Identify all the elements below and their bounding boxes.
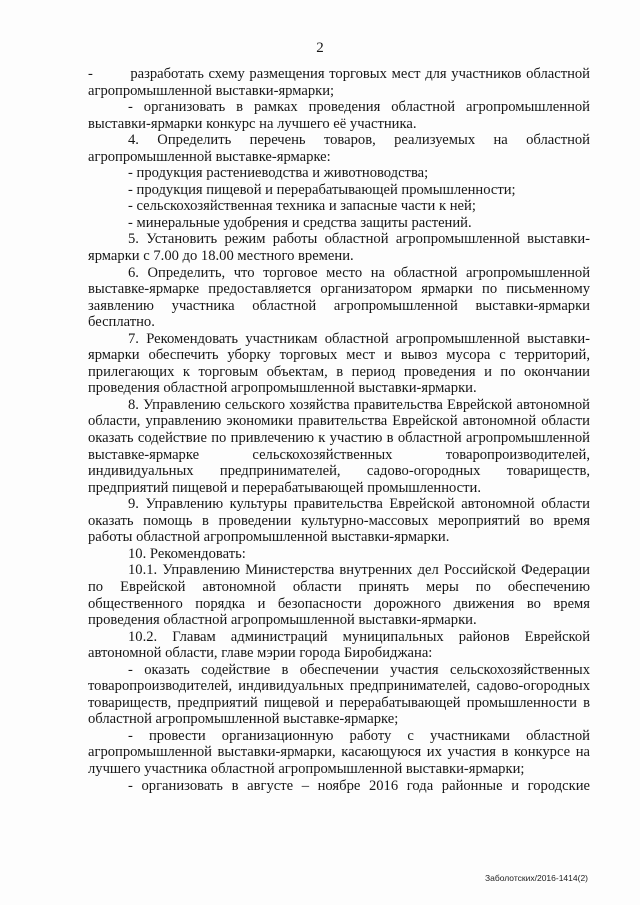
list-item-assist-participation: - оказать содействие в обеспечении участия сельскохозяйственных товаропроизводителей, индивидуальных предпринимателей, садово-огородных товариществ, предприятий пищевой и перерабатывающей промышленности в областной агропромышленной выставке-ярмарке; xyxy=(88,661,590,728)
list-item-fertilizers: - минеральные удобрения и средства защиты растений. xyxy=(128,214,472,231)
document-footer-id: Заболотских/2016-1414(2) xyxy=(484,873,588,883)
list-item-machinery: - сельскохозяйственная техника и запасные части к ней; xyxy=(128,198,476,215)
paragraph-scheme: - разработать схему размещения торговых мест для участников областной агропромышленной выставки-ярмарки; xyxy=(88,66,590,99)
paragraph-item-9: 9. Управлению культуры правительства Еврейской автономной области оказать помощь в проведении культурно-массовых мероприятий во время работы областной агропромышленной выставки-ярмарки. xyxy=(88,496,590,546)
paragraph-item-8: 8. Управлению сельского хозяйства правительства Еврейской автономной области, управлению экономики правительства Еврейской автономной области оказать содействие по привлечению к участию в областной агропромышленной выставке-ярмарке сельскохозяйственных товаропроизводителей, индивидуальных предпринимателей, садово-огородных товариществ, предприятий пищевой и перерабатывающей промышленности. xyxy=(88,396,590,496)
paragraph-item-5: 5. Установить режим работы областной агропромышленной выставки-ярмарки с 7.00 до 18.00 местного времени. xyxy=(88,231,590,265)
list-item-organizational-work: - провести организационную работу с участниками областной агропромышленной выставки-ярмарки, касающуюся их участия в конкурсе на лучшего участника областной агропромышленной выставки-ярмарки; xyxy=(88,727,590,777)
paragraph-item-7: 7. Рекомендовать участникам областной агропромышленной выставки-ярмарки обеспечить уборку торговых мест и вывоз мусора с территорий, прилегающих к торговым объектам, в период проведения и по окончании проведения областной агропромышленной выставки-ярмарки. xyxy=(88,330,590,397)
document-body xyxy=(88,66,590,794)
list-item-crop-livestock: - продукция растениеводства и животноводства; xyxy=(128,165,429,182)
page-number: 2 xyxy=(316,40,324,56)
list-item-food-industry: - продукция пищевой и перерабатывающей промышленности; xyxy=(128,181,516,198)
paragraph-item-10: 10. Рекомендовать: xyxy=(128,545,246,562)
paragraph-contest: - организовать в рамках проведения областной агропромышленной выставки-ярмарки конкурс на лучшего её участника. xyxy=(88,99,590,132)
paragraph-item-4: 4. Определить перечень товаров, реализуемых на областной агропромышленной выставке-ярмарке: xyxy=(88,132,590,165)
list-item-organize-events: - организовать в августе – ноябре 2016 года районные и городские xyxy=(128,777,590,794)
paragraph-item-10-2: 10.2. Главам администраций муниципальных районов Еврейской автономной области, главе мэрии города Биробиджана: xyxy=(88,628,590,662)
paragraph-item-6: 6. Определить, что торговое место на областной агропромышленной выставке-ярмарке предоставляется организатором ярмарки по письменному заявлению участника областной агропромышленной выставки-ярмарки бесплатно. xyxy=(88,264,590,331)
paragraph-item-10-1: 10.1. Управлению Министерства внутренних дел Российской Федерации по Еврейской автономной области принять меры по обеспечению общественного порядка и безопасности дорожного движения во время проведения областной агропромышленной выставки-ярмарки. xyxy=(88,562,590,629)
